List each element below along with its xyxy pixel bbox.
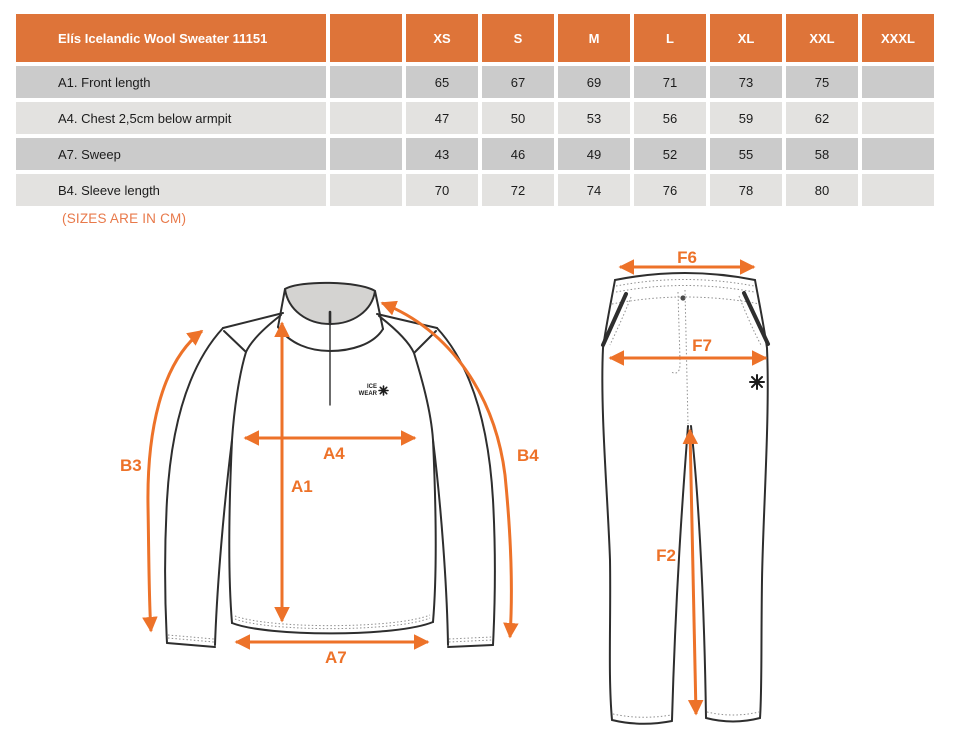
value-cell: 55 (710, 138, 782, 170)
value-cell: 47 (406, 102, 478, 134)
value-cell: 72 (482, 174, 554, 206)
value-cell: 71 (634, 66, 706, 98)
size-header-xxxl: XXXL (862, 14, 934, 62)
sizes-unit-note: (SIZES ARE IN CM) (62, 211, 187, 226)
value-cell: 76 (634, 174, 706, 206)
icewear-logo (359, 384, 388, 397)
value-cell (862, 66, 934, 98)
label-b4: B4 (517, 446, 539, 465)
table-row-sweep (16, 138, 934, 170)
label-f6: F6 (677, 250, 697, 267)
size-header-s: S (482, 14, 554, 62)
table-row-front-length (16, 66, 934, 98)
right-leg-outline (755, 280, 768, 718)
measure-arrow-b3 (148, 331, 202, 631)
size-header-xl: XL (710, 14, 782, 62)
value-cell: 53 (558, 102, 630, 134)
row-label: B4. Sleeve length (16, 174, 326, 206)
pants-diagram (588, 250, 788, 742)
sweater-diagram (105, 255, 565, 725)
row-label: A1. Front length (16, 66, 326, 98)
value-cell: 74 (558, 174, 630, 206)
snowflake-icon (750, 375, 764, 389)
label-f2: F2 (656, 546, 676, 565)
spacer-cell (330, 66, 402, 98)
size-header-l: L (634, 14, 706, 62)
label-a7: A7 (325, 648, 347, 667)
value-cell: 69 (558, 66, 630, 98)
logo-text-wear: WEAR (358, 391, 377, 397)
row-label: A7. Sweep (16, 138, 326, 170)
left-sleeve (165, 328, 223, 643)
spacer-cell (330, 102, 402, 134)
table-row-chest (16, 102, 934, 134)
table-header-row (16, 14, 934, 62)
header-spacer-cell (330, 14, 402, 62)
row-label: A4. Chest 2,5cm below armpit (16, 102, 326, 134)
size-header-xxl: XXL (786, 14, 858, 62)
value-cell (862, 174, 934, 206)
right-pocket (744, 293, 768, 344)
value-cell: 58 (786, 138, 858, 170)
value-cell (862, 102, 934, 134)
product-title: Elís Icelandic Wool Sweater 11151 (16, 14, 326, 62)
value-cell: 78 (710, 174, 782, 206)
size-header-xs: XS (406, 14, 478, 62)
value-cell: 46 (482, 138, 554, 170)
size-table (12, 10, 938, 210)
value-cell: 43 (406, 138, 478, 170)
value-cell: 59 (710, 102, 782, 134)
value-cell: 50 (482, 102, 554, 134)
value-cell: 49 (558, 138, 630, 170)
value-cell: 56 (634, 102, 706, 134)
label-a4: A4 (323, 444, 345, 463)
value-cell: 70 (406, 174, 478, 206)
value-cell (862, 138, 934, 170)
body-outline (229, 440, 232, 623)
snowflake-icon (379, 386, 388, 395)
value-cell: 67 (482, 66, 554, 98)
value-cell: 62 (786, 102, 858, 134)
label-b3: B3 (120, 456, 142, 475)
value-cell: 80 (786, 174, 858, 206)
value-cell: 52 (634, 138, 706, 170)
spacer-cell (330, 138, 402, 170)
value-cell: 65 (406, 66, 478, 98)
logo-text-ice: ICE (366, 384, 377, 390)
left-pocket (603, 294, 626, 345)
spacer-cell (330, 174, 402, 206)
waistband (615, 273, 755, 280)
label-a1: A1 (291, 477, 313, 496)
value-cell: 73 (710, 66, 782, 98)
size-header-m: M (558, 14, 630, 62)
hem-line (232, 622, 433, 633)
table-row-sleeve-length (16, 174, 934, 206)
value-cell: 75 (786, 66, 858, 98)
label-f7: F7 (692, 336, 712, 355)
